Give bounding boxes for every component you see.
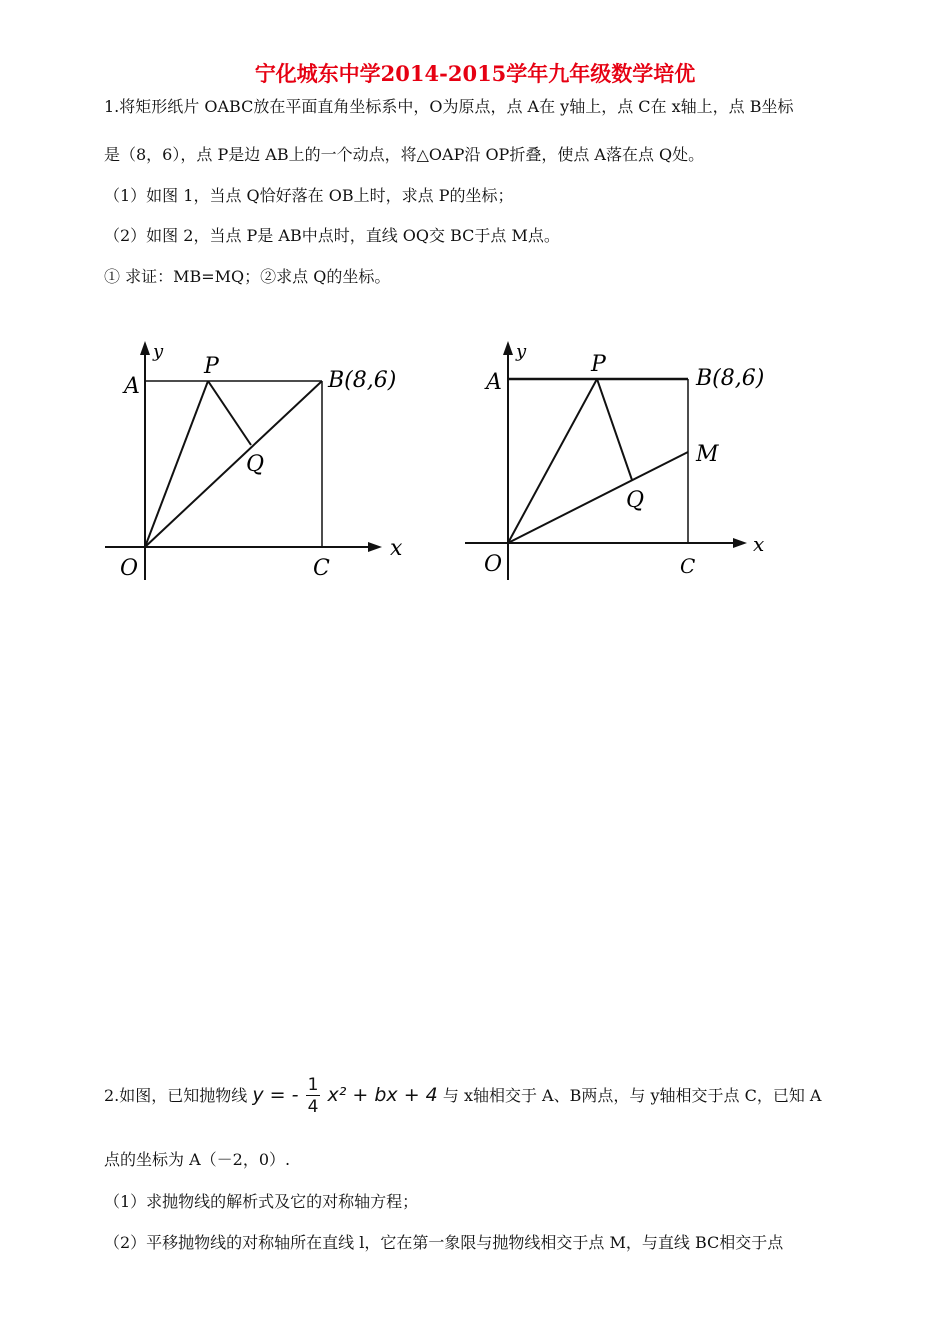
q1-part2: （2）如图 2，当点 P是 AB中点时，直线 OQ交 BC于点 M点。 <box>104 226 560 245</box>
label-x: x <box>753 532 765 556</box>
label-Q: Q <box>626 488 645 513</box>
segment-OM <box>508 452 688 543</box>
q2-line2: 点的坐标为 A（－2，0）. <box>104 1150 291 1169</box>
label-O: O <box>120 556 139 581</box>
label-B: B(8,6) <box>328 368 397 393</box>
segment-OP <box>145 381 208 547</box>
label-x: x <box>390 536 403 561</box>
segment-PQ <box>597 379 632 480</box>
fraction-denominator: 4 <box>307 1097 319 1117</box>
q2-suffix: 与 x轴相交于 A、B两点，与 y轴相交于点 C，已知 A <box>442 1086 822 1105</box>
parabola-equation-rest: x² + bx + 4 <box>327 1084 438 1106</box>
label-O: O <box>484 552 503 577</box>
x-arrow <box>368 542 382 552</box>
q2-part1: （1）求抛物线的解析式及它的对称轴方程； <box>104 1192 419 1211</box>
q2-prefix: 2.如图，已知抛物线 <box>104 1086 248 1105</box>
label-A: A <box>486 370 502 395</box>
label-C: C <box>680 554 696 578</box>
fraction-numerator: 1 <box>307 1075 319 1095</box>
figure-1 <box>100 335 420 589</box>
y-arrow <box>140 341 150 355</box>
label-M: M <box>696 442 719 467</box>
label-y: y <box>153 341 164 362</box>
q1-subparts: ① 求证：MB=MQ；②求点 Q的坐标。 <box>104 267 391 286</box>
label-P: P <box>204 354 219 379</box>
fraction-one-quarter <box>306 1075 321 1118</box>
x-arrow <box>733 538 747 548</box>
parabola-equation-y: y = - <box>252 1084 299 1106</box>
q2-part2: （2）平移抛物线的对称轴所在直线 l，它在第一象限与抛物线相交于点 M，与直线 BC相交于点 <box>104 1233 784 1252</box>
segment-OP <box>508 379 597 543</box>
figure-2 <box>460 335 780 589</box>
q1-line1: 1.将矩形纸片 OABC放在平面直角坐标系中，O为原点，点 A在 y轴上，点 C在 x轴上，点 B坐标 <box>104 97 794 116</box>
q1-line2: 是（8，6），点 P是边 AB上的一个动点，将△OAP沿 OP折叠，使点 A落在点 Q处。 <box>104 145 705 164</box>
label-Q: Q <box>246 452 265 477</box>
y-arrow <box>503 341 513 355</box>
label-P: P <box>591 352 606 377</box>
label-A: A <box>124 374 140 399</box>
label-C: C <box>313 556 330 581</box>
q2-line1 <box>104 1072 821 1119</box>
label-B: B(8,6) <box>696 366 765 391</box>
segment-PQ <box>208 381 251 445</box>
segment-OB <box>145 381 322 547</box>
q1-part1: （1）如图 1，当点 Q恰好落在 OB上时，求点 P的坐标； <box>104 186 514 205</box>
label-y: y <box>516 341 527 362</box>
page-title: 宁化城东中学2014-2015学年九年级数学培优 <box>254 61 696 86</box>
